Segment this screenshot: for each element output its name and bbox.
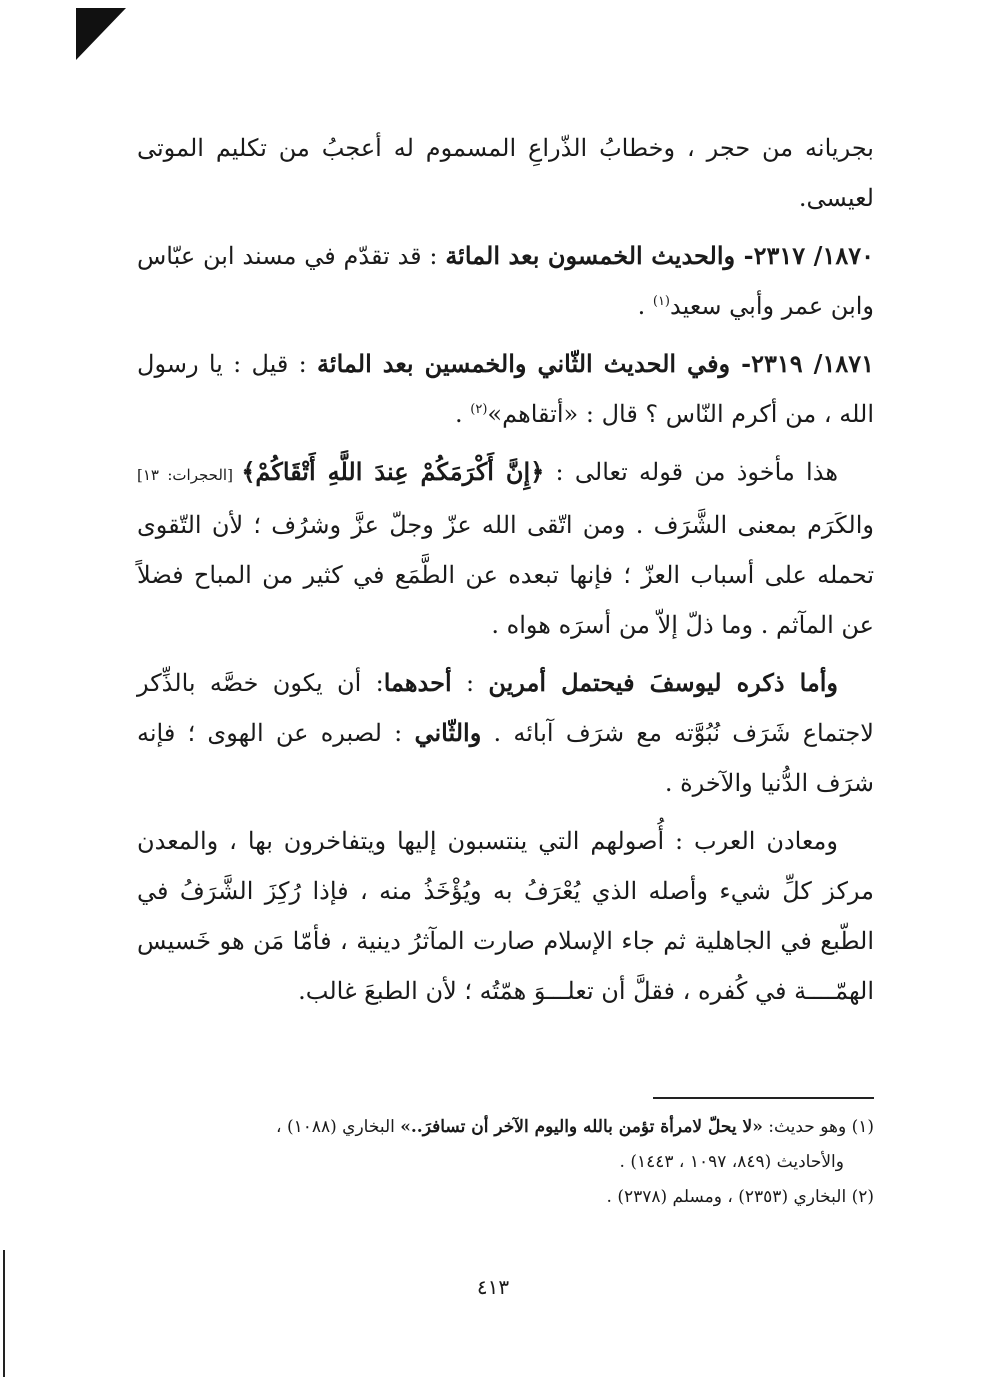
yusuf-colon: : (451, 669, 489, 697)
second-option-text: : لصبره عن الهوى ؛ فإنه شرَف الدُّنيا والآخرة . (137, 719, 874, 797)
paragraph-1-text: بجريانه من حجر ، وخطابُ الذّراعِ المسموم له أعجبُ من تكليم الموتى لعيسى. (137, 134, 874, 212)
first-option-label: أحدهما (383, 668, 452, 697)
hadith-1871-end: . (455, 400, 471, 428)
commentary-intro: هذا مأخوذ من قوله تعالى : (544, 458, 838, 486)
paragraph-maadin (137, 816, 874, 1016)
footnote-ref-1: (١) (652, 294, 670, 309)
footnote-1-hadith: «لا يحلّ لامرأة تؤمن بالله واليوم الآخر أن تسافرَ..» (400, 1117, 763, 1137)
hadith-1871-heading: ١٨٧١/ ٢٣١٩- وفي الحديث الثّاني والخمسين بعد المائة (317, 349, 875, 378)
footnote-1 (137, 1110, 874, 1145)
footnote-ref-2: (٢) (470, 402, 488, 417)
footnote-1-prefix: (١) وهو حديث: (762, 1117, 874, 1137)
hadith-1870 (137, 231, 874, 331)
maadin-text: ومعادن العرب : أُصولهم التي ينتسبون إليها ويتفاخرون بها ، والمعدن مركز كلِّ شيء وأصله الذي يُعْرَفُ به ويُؤْخَذُ منه ، فإذا رُكِزَ الشَّرَفُ في الطّبع في الجاهلية ثم جاء الإسلام صارت المآثرُ دينية ، فأمّا مَن هو خَسيس الهمّــــة في كُفره ، فقلَّ أن تعلـــوَ همّتُه ؛ لأن الطبعَ غالب. (137, 827, 874, 1005)
hadith-1870-end: . (637, 292, 653, 320)
page-body (137, 123, 874, 1024)
commentary-text: والكَرَم بمعنى الشَّرَف . ومن اتّقى الله عزّ وجلّ عزَّ وشرُف ؛ لأن التّقوى تحمله على أسباب العزّ ؛ فإنها تبعده عن الطَّمَع في كثير من المباح فضلاً عن المآثم . وما ذلّ إلاّ من أسرَه هواه . (137, 511, 874, 639)
page-number: ٤١٣ (476, 1275, 510, 1299)
yusuf-heading: وأما ذكره ليوسفَ فيحتمل أمرين (488, 668, 839, 697)
hadith-1870-text: : قد تقدّم في مسند ابن عبّاس وابن عمر وأبي سعيد (137, 242, 874, 320)
paragraph-yusuf (137, 658, 874, 808)
paragraph-1 (137, 123, 874, 223)
hadith-1870-heading: ١٨٧٠/ ٢٣١٧- والحديث الخمسون بعد المائة (445, 241, 874, 270)
first-option-text: : أن يكون خصَّه بالذِّكر لاجتماع شَرَف نُبُوَّته مع شرَف آبائه . (137, 669, 874, 747)
hadith-1871-text: : قيل : يا رسول الله ، من أكرم النّاس ؟ قال : «أتقاهم» (137, 350, 874, 428)
footnote-divider (653, 1097, 874, 1099)
footnotes (137, 1110, 874, 1215)
quran-verse: ﴿إِنَّ أَكْرَمَكُمْ عِندَ اللَّهِ أَتْقَاكُمْ﴾ (241, 457, 545, 486)
footnote-2: (٢) البخاري (٢٣٥٣) ، ومسلم (٢٣٧٨) . (606, 1187, 874, 1207)
corner-crop-mark (76, 8, 126, 60)
second-option-label: والثّاني (414, 718, 482, 747)
footnote-1-source: البخاري (١٠٨٨) ، (276, 1117, 401, 1137)
footnote-1-continued: والأحاديث (٨٤٩، ١٠٩٧ ، ١٤٤٣) . (619, 1152, 844, 1172)
quran-reference: [الحجرات: ١٣] (137, 466, 242, 484)
paragraph-commentary (137, 447, 874, 650)
hadith-1871 (137, 339, 874, 439)
spine-edge-line (3, 1250, 5, 1377)
